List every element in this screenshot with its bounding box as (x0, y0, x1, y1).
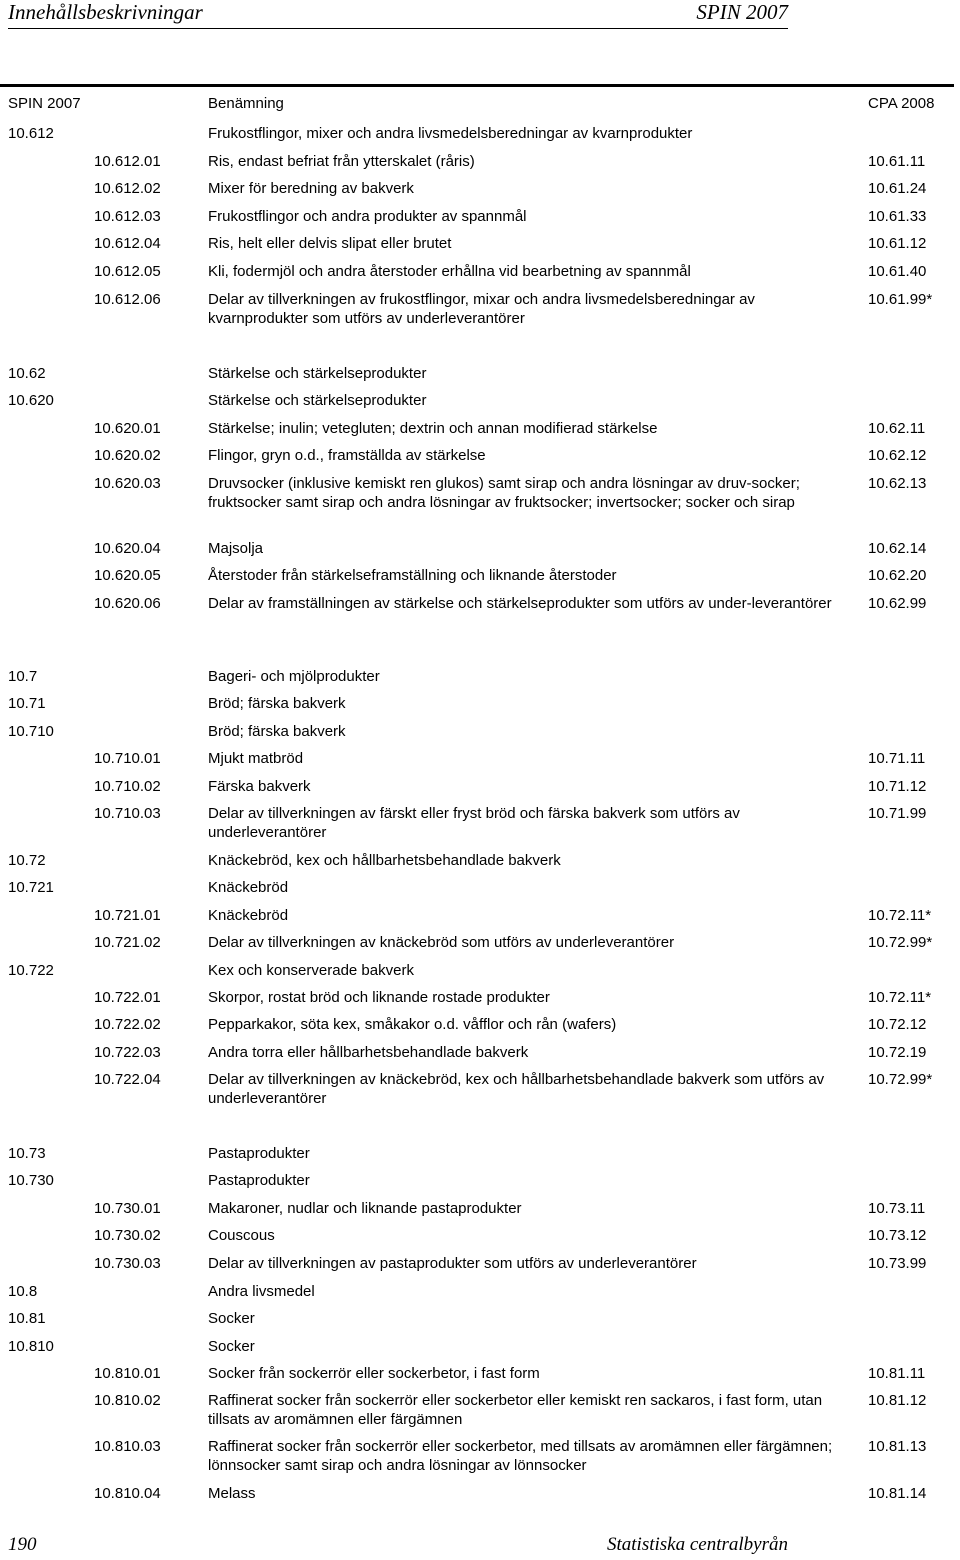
spin-subcode: 10.810.04 (94, 1485, 161, 1502)
footer-publisher: Statistiska centralbyrån (606, 1534, 788, 1555)
spin-code: 10.612 (8, 125, 54, 142)
spin-subcode: 10.612.05 (94, 263, 161, 280)
description: Delar av tillverkningen av frukostflingor, mixar och andra livsmedelsberedningar av kvarnprodukter som utförs av underleverantörer (208, 291, 755, 327)
spin-code: 10.73 (8, 1145, 46, 1162)
spin-code: 10.71 (8, 695, 46, 712)
spin-code: 10.810 (8, 1338, 54, 1355)
spin-subcode: 10.620.03 (94, 475, 161, 492)
cpa-code: 10.62.12 (868, 447, 927, 464)
description: Socker (208, 1310, 255, 1327)
description: Pastaprodukter (208, 1172, 310, 1189)
spin-subcode: 10.722.04 (94, 1071, 161, 1088)
spin-code: 10.8 (8, 1283, 38, 1300)
description: Pastaprodukter (208, 1145, 310, 1162)
description: Bageri- och mjölprodukter (208, 668, 380, 685)
description: Kex och konserverade bakverk (208, 962, 414, 979)
spin-code: 10.81 (8, 1310, 46, 1327)
cpa-code: 10.72.11* (868, 989, 932, 1006)
description: Frukostflingor och andra produkter av spannmål (208, 208, 527, 225)
spin-subcode: 10.730.02 (94, 1227, 161, 1244)
spin-subcode: 10.810.02 (94, 1392, 161, 1409)
spin-subcode: 10.612.04 (94, 235, 161, 252)
cpa-code: 10.61.12 (868, 235, 927, 252)
cpa-code: 10.73.11 (868, 1200, 926, 1217)
description: Skorpor, rostat bröd och liknande rostade produkter (208, 989, 550, 1006)
column-header-cpa: CPA 2008 (868, 95, 935, 112)
description: Raffinerat socker från sockerrör eller sockerbetor, med tillsats av aromämnen eller färgämnen; lönnsocker samt sirap och andra lösningar av lönnsocker (208, 1438, 833, 1474)
description: Frukostflingor, mixer och andra livsmedelsberedningar av kvarnprodukter (208, 125, 693, 142)
cpa-code: 10.61.11 (868, 153, 926, 170)
spin-code: 10.620 (8, 392, 54, 409)
description: Delar av tillverkningen av pastaprodukter som utförs av underleverantörer (208, 1255, 697, 1272)
spin-subcode: 10.810.01 (94, 1365, 161, 1382)
spin-code: 10.730 (8, 1172, 54, 1189)
spin-subcode: 10.722.03 (94, 1044, 161, 1061)
cpa-code: 10.61.99* (868, 291, 933, 308)
header-classification: SPIN 2007 (696, 0, 788, 24)
description: Makaroner, nudlar och liknande pastaprodukter (208, 1200, 522, 1217)
description: Socker (208, 1338, 255, 1355)
cpa-code: 10.72.11* (868, 907, 932, 924)
description: Andra livsmedel (208, 1283, 315, 1300)
description: Bröd; färska bakverk (208, 723, 346, 740)
cpa-code: 10.72.99* (868, 1071, 933, 1088)
cpa-code: 10.73.99 (868, 1255, 927, 1272)
description: Ris, helt eller delvis slipat eller brutet (208, 235, 452, 252)
description: Knäckebröd, kex och hållbarhetsbehandlade bakverk (208, 852, 561, 869)
spin-subcode: 10.810.03 (94, 1438, 161, 1455)
spin-code: 10.722 (8, 962, 54, 979)
cpa-code: 10.73.12 (868, 1227, 927, 1244)
spin-subcode: 10.620.02 (94, 447, 161, 464)
description: Delar av tillverkningen av knäckebröd, kex och hållbarhetsbehandlade bakverk som utförs av underleverantörer (208, 1071, 825, 1107)
cpa-code: 10.81.11 (868, 1365, 926, 1382)
column-header-name: Benämning (208, 95, 284, 112)
spin-code: 10.7 (8, 668, 38, 685)
cpa-code: 10.62.14 (868, 540, 927, 557)
description: Färska bakverk (208, 778, 311, 795)
cpa-code: 10.72.12 (868, 1016, 927, 1033)
spin-code: 10.72 (8, 852, 46, 869)
description: Flingor, gryn o.d., framställda av stärkelse (208, 447, 486, 464)
cpa-code: 10.71.99 (868, 805, 927, 822)
description: Stärkelse och stärkelseprodukter (208, 392, 427, 409)
description: Delar av framställningen av stärkelse och stärkelseprodukter som utförs av under-leverantörer (208, 595, 832, 612)
cpa-code: 10.81.13 (868, 1438, 927, 1455)
spin-subcode: 10.612.01 (94, 153, 161, 170)
description: Knäckebröd (208, 907, 289, 924)
spin-subcode: 10.722.01 (94, 989, 161, 1006)
spin-subcode: 10.612.03 (94, 208, 161, 225)
page-header (8, 0, 788, 29)
spin-subcode: 10.612.02 (94, 180, 161, 197)
cpa-code: 10.71.12 (868, 778, 927, 795)
column-header-spin: SPIN 2007 (8, 95, 81, 112)
spin-subcode: 10.721.02 (94, 934, 161, 951)
spin-subcode: 10.620.05 (94, 567, 161, 584)
spin-subcode: 10.710.02 (94, 778, 161, 795)
cpa-code: 10.61.40 (868, 263, 927, 280)
spin-code: 10.721 (8, 879, 54, 896)
description: Stärkelse och stärkelseprodukter (208, 365, 427, 382)
spin-subcode: 10.722.02 (94, 1016, 161, 1033)
spin-subcode: 10.721.01 (94, 907, 161, 924)
page-number: 190 (8, 1534, 37, 1555)
spin-subcode: 10.730.03 (94, 1255, 161, 1272)
spin-subcode: 10.620.06 (94, 595, 161, 612)
spin-subcode: 10.620.04 (94, 540, 161, 557)
cpa-code: 10.61.24 (868, 180, 927, 197)
cpa-code: 10.62.11 (868, 420, 926, 437)
cpa-code: 10.62.99 (868, 595, 927, 612)
spin-subcode: 10.710.01 (94, 750, 161, 767)
cpa-code: 10.81.14 (868, 1485, 927, 1502)
header-title: Innehållsbeskrivningar (8, 0, 203, 24)
spin-subcode: 10.730.01 (94, 1200, 161, 1217)
description: Knäckebröd (208, 879, 289, 896)
description: Andra torra eller hållbarhetsbehandlade bakverk (208, 1044, 529, 1061)
description: Socker från sockerrör eller sockerbetor, i fast form (208, 1365, 540, 1382)
spin-subcode: 10.620.01 (94, 420, 161, 437)
spin-code: 10.710 (8, 723, 54, 740)
description: Mixer för beredning av bakverk (208, 180, 414, 197)
cpa-code: 10.71.11 (868, 750, 926, 767)
cpa-code: 10.72.19 (868, 1044, 927, 1061)
cpa-code: 10.81.12 (868, 1392, 927, 1409)
description: Kli, fodermjöl och andra återstoder erhållna vid bearbetning av spannmål (208, 263, 691, 280)
description: Melass (208, 1485, 256, 1502)
cpa-code: 10.62.20 (868, 567, 927, 584)
table-top-rule (0, 84, 954, 87)
description: Druvsocker (inklusive kemiskt ren glukos) samt sirap och andra lösningar av druv-socker; fruktsocker samt sirap och andra lösningar av fruktsocker; invertsocker; socker och sirap (208, 475, 800, 511)
spin-subcode: 10.710.03 (94, 805, 161, 822)
cpa-code: 10.62.13 (868, 475, 927, 492)
description: Ris, endast befriat från ytterskalet (råris) (208, 153, 475, 170)
spin-code: 10.62 (8, 365, 46, 382)
description: Återstoder från stärkelseframställning och liknande återstoder (208, 567, 617, 584)
cpa-code: 10.72.99* (868, 934, 933, 951)
spin-subcode: 10.612.06 (94, 291, 161, 308)
description: Couscous (208, 1227, 275, 1244)
description: Raffinerat socker från sockerrör eller sockerbetor eller kemiskt ren sackaros, i fast form, utan tillsats av aromämnen eller färgämnen (208, 1392, 823, 1428)
description: Majsolja (208, 540, 264, 557)
description: Delar av tillverkningen av knäckebröd som utförs av underleverantörer (208, 934, 675, 951)
description: Bröd; färska bakverk (208, 695, 346, 712)
description: Delar av tillverkningen av färskt eller fryst bröd och färska bakverk som utförs av underleverantörer (208, 805, 740, 841)
description: Pepparkakor, söta kex, småkakor o.d. våfflor och rån (wafers) (208, 1016, 617, 1033)
description: Mjukt matbröd (208, 750, 304, 767)
cpa-code: 10.61.33 (868, 208, 927, 225)
description: Stärkelse; inulin; vetegluten; dextrin och annan modifierad stärkelse (208, 420, 658, 437)
